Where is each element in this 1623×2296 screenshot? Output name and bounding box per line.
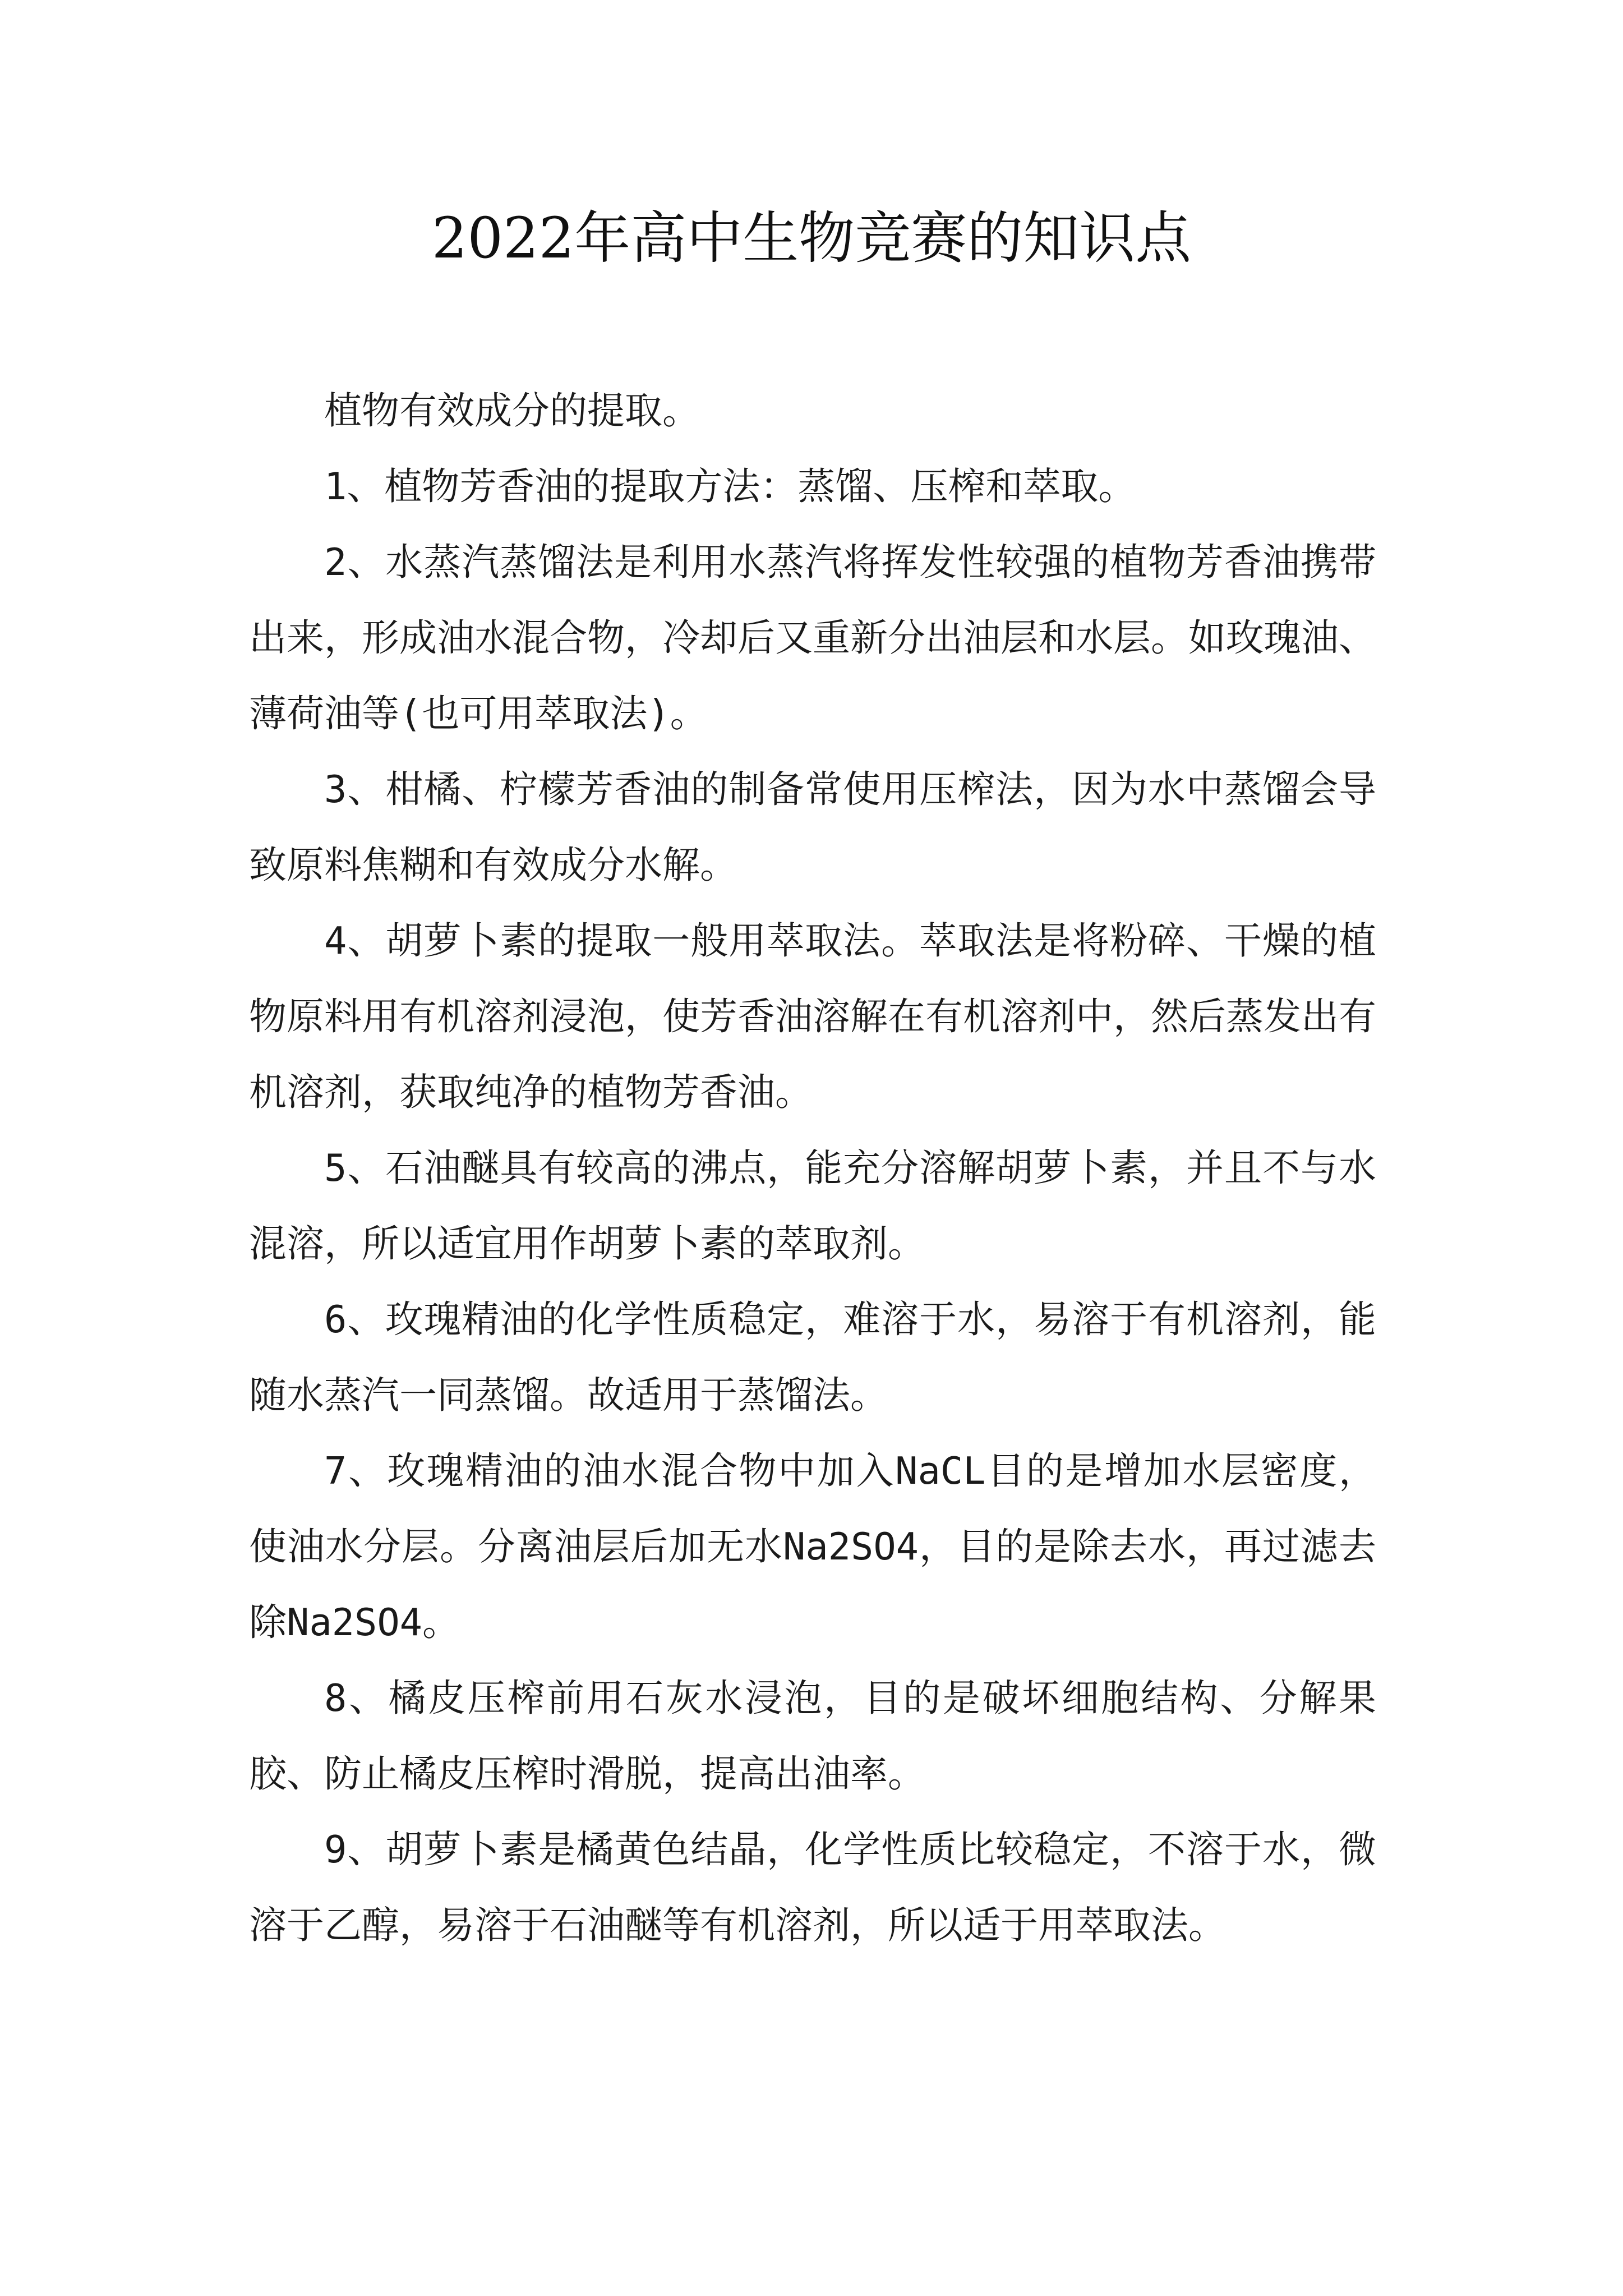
- paragraph-2: 2、水蒸汽蒸馏法是利用水蒸汽将挥发性较强的植物芳香油携带出来，形成油水混合物，冷却后又重新分出油层和水层。如玫瑰油、薄荷油等(也可用萃取法)。: [249, 540, 1376, 735]
- paragraph-1: 1、植物芳香油的提取方法：蒸馏、压榨和萃取。: [324, 464, 1136, 508]
- paragraph-8: 8、橘皮压榨前用石灰水浸泡，目的是破坏细胞结构、分解果胶、防止橘皮压榨时滑脱，提高出油率。: [249, 1676, 1376, 1796]
- paragraph-9: 9、胡萝卜素是橘黄色结晶，化学性质比较稳定，不溶于水，微溶于乙醇，易溶于石油醚等有机溶剂，所以适于用萃取法。: [249, 1828, 1376, 1947]
- paragraph-3: 3、柑橘、柠檬芳香油的制备常使用压榨法，因为水中蒸馏会导致原料焦糊和有效成分水解。: [249, 767, 1376, 887]
- paragraph-intro: 植物有效成分的提取。: [324, 389, 700, 432]
- paragraph-6: 6、玫瑰精油的化学性质稳定，难溶于水，易溶于有机溶剂，能随水蒸汽一同蒸馏。故适用于蒸馏法。: [249, 1297, 1376, 1417]
- paragraph-5: 5、石油醚具有较高的沸点，能充分溶解胡萝卜素，并且不与水混溶，所以适宜用作胡萝卜素的萃取剂。: [249, 1146, 1376, 1266]
- paragraph-4: 4、胡萝卜素的提取一般用萃取法。萃取法是将粉碎、干燥的植物原料用有机溶剂浸泡，使芳香油溶解在有机溶剂中，然后蒸发出有机溶剂，获取纯净的植物芳香油。: [249, 919, 1376, 1114]
- document-title: 2022年高中生物竞赛的知识点: [431, 205, 1192, 271]
- paragraph-7: 7、玫瑰精油的油水混合物中加入NaCL目的是增加水层密度，使油水分层。分离油层后加无水Na2SO4，目的是除去水，再过滤去除Na2SO4。: [249, 1449, 1376, 1644]
- document-body: [249, 373, 1376, 1963]
